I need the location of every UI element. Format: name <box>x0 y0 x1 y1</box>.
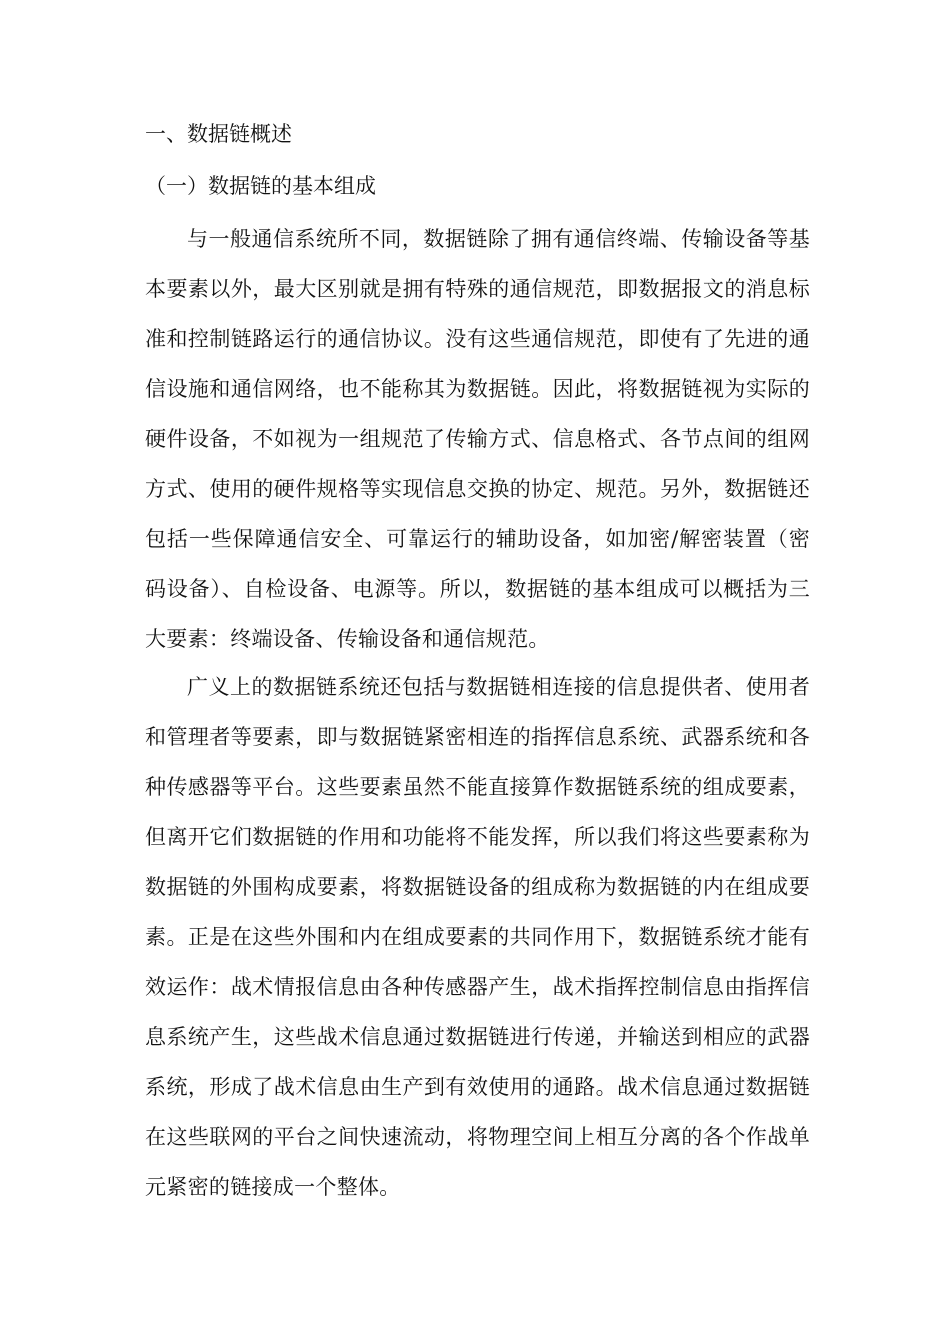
subsection-heading: （一）数据链的基本组成 <box>145 174 376 198</box>
body-paragraph-1: 与一般通信系统所不同，数据链除了拥有通信终端、传输设备等基本要素以外，最大区别就是拥有特殊的通信规范，即数据报文的消息标准和控制链路运行的通信协议。没有这些通信规范，即使有了先进的通信设施和通信网络，也不能称其为数据链。因此，将数据链视为实际的硬件设备，不如视为一组规范了传输方式、信息格式、各节点间的组网方式、使用的硬件规格等实现信息交换的协定、规范。另外，数据链还包括一些保障通信安全、可靠运行的辅助设备，如加密/解密装置（密码设备）、自检设备、电源等。所以，数据链的基本组成可以概括为三大要素：终端设备、传输设备和通信规范。 <box>145 227 810 651</box>
body-paragraph-2: 广义上的数据链系统还包括与数据链相连接的信息提供者、使用者和管理者等要素，即与数据链紧密相连的指挥信息系统、武器系统和各种传感器等平台。这些要素虽然不能直接算作数据链系统的组成要素，但离开它们数据链的作用和功能将不能发挥，所以我们将这些要素称为数据链的外围构成要素，将数据链设备的组成称为数据链的内在组成要素。正是在这些外围和内在组成要素的共同作用下，数据链系统才能有效运作：战术情报信息由各种传感器产生，战术指挥控制信息由指挥信息系统产生，这些战术信息通过数据链进行传递，并输送到相应的武器系统，形成了战术信息由生产到有效使用的通路。战术信息通过数据链在这些联网的平台之间快速流动，将物理空间上相互分离的各个作战单元紧密的链接成一个整体。 <box>145 675 810 1199</box>
section-heading: 一、数据链概述 <box>145 122 292 146</box>
